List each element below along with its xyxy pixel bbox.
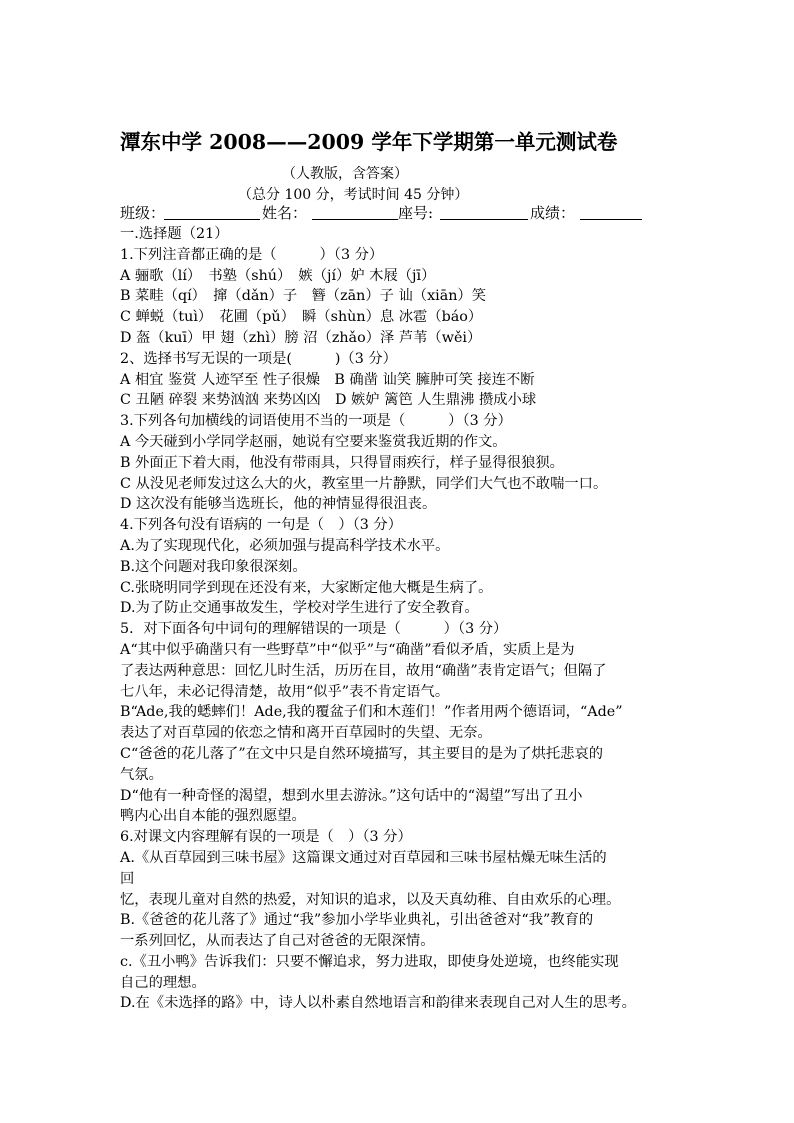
page-title: 潭东中学 2008——2009 学年下学期第一单元测试卷 [120, 130, 618, 154]
student-info-row [120, 202, 680, 224]
section-heading: 一.选择题（21） [120, 226, 229, 242]
class-blank[interactable] [164, 219, 260, 220]
q5-option-a-line3: 七八年，未必记得清楚，故用“似乎”表不肯定语气。 [120, 683, 450, 700]
q6-option-a-line3: 忆，表现儿童对自然的热爱，对知识的追求，以及天真幼稚、自由欢乐的心理。 [120, 891, 621, 908]
q1-option-c: C 蝉蜕（tuì） 花圃（pǔ） 瞬（shùn）息 冰雹（báo） [120, 309, 483, 326]
q2-options-cd: C 丑陋 碎裂 来势汹汹 来势凶凶 D 嫉妒 篱笆 人生鼎沸 攒成小球 [120, 392, 537, 409]
question-5: 5．对下面各句中词句的理解错误的一项是（ ）（3 分） [120, 621, 508, 638]
question-1: 1.下列注音都正确的是（ ）（3 分） [120, 246, 384, 263]
q4-option-b: B.这个问题对我印象很深刻。 [120, 558, 307, 575]
score-time-subtitle: （总分 100 分，考试时间 45 分钟） [238, 187, 469, 203]
name-label: 姓名： [262, 204, 308, 222]
q5-option-a-line1: A“其中似乎确凿只有一些野草”中“似乎”与“确凿”看似矛盾，实质上是为 [120, 641, 575, 658]
q4-option-a: A.为了实现现代化，必须加强与提高科学技术水平。 [120, 537, 450, 554]
question-body [120, 224, 680, 1014]
score-blank[interactable] [580, 219, 642, 220]
q6-option-c-line2: 自己的理想。 [120, 974, 206, 991]
q6-option-c-line1: c.《丑小鸭》告诉我们：只要不懈追求，努力进取，即使身处逆境，也终能实现 [120, 953, 619, 970]
q4-option-c: C.张晓明同学到现在还没有来，大家断定他大概是生病了。 [120, 579, 493, 596]
q6-option-d: D.在《未选择的路》中，诗人以朴素自然地语言和韵律来表现自己对人生的思考。 [120, 995, 636, 1012]
q3-option-d: D 这次没有能够当选班长，他的神情显得很沮丧。 [120, 496, 437, 513]
q6-option-b-line1: B.《爸爸的花儿落了》通过“我”参加小学毕业典礼，引出爸爸对“我”教育的 [120, 912, 594, 929]
question-4: 4.下列各句没有语病的 一句是（ ）（3 分） [120, 517, 403, 534]
class-label: 班级： [120, 204, 166, 222]
q6-option-b-line2: 一系列回忆，从而表达了自己对爸爸的无限深情。 [120, 933, 435, 950]
seat-blank[interactable] [440, 219, 528, 220]
q3-option-a: A 今天碰到小学同学赵丽，她说有空要来鉴赏我近期的作文。 [120, 433, 507, 450]
q6-option-a-line1: A.《从百草园到三味书屋》这篇课文通过对百草园和三味书屋枯燥无味生活的 [120, 849, 607, 866]
question-2: 2、选择书写无误的一项是( )（3 分） [120, 350, 397, 367]
q5-option-b-line2: 表达了对百草园的依恋之情和离开百草园时的失望、无奈。 [120, 725, 492, 742]
q2-options-ab: A 相宜 鉴赏 人迹罕至 性子很燥 B 确凿 讪笑 臃肿可笑 接连不断 [120, 371, 535, 388]
q5-option-d-line2: 鸭内心出自本能的强烈愿望。 [120, 808, 306, 825]
name-blank[interactable] [312, 219, 398, 220]
question-6: 6.对课文内容理解有误的一项是（ ）（3 分） [120, 829, 412, 846]
q5-option-d-line1: D“他有一种奇怪的渴望，想到水里去游泳。”这句话中的“渴望”写出了丑小 [120, 787, 583, 804]
score-label: 成绩： [530, 204, 576, 222]
q5-option-b-line1: B“Ade,我的蟋蟀们！Ade,我的覆盆子们和木莲们！”作者用两个德语词，“Ade” [120, 704, 623, 721]
q5-option-c-line2: 气氛。 [120, 766, 163, 783]
q3-option-b: B 外面正下着大雨，他没有带雨具，只得冒雨疾行，样子显得很狼狈。 [120, 454, 564, 471]
question-3: 3.下列各句加横线的词语使用不当的一项是（ ）（3 分） [120, 413, 512, 430]
q6-option-a-line2: 回 [120, 870, 135, 887]
q3-option-c: C 从没见老师发过这么大的火，教室里一片静默，同学们大气也不敢喘一口。 [120, 475, 608, 492]
q4-option-d: D.为了防止交通事故发生，学校对学生进行了安全教育。 [120, 600, 479, 617]
q1-option-b: B 菜畦（qí） 撺（dǎn）子 簪（zān）子 讪（xiān）笑 [120, 288, 487, 305]
q5-option-a-line2: 了表达两种意思：回忆儿时生活，历历在目，故用“确凿”表肯定语气；但隔了 [120, 662, 607, 679]
q1-option-d: D 盔（kuī）甲 翅（zhì）膀 沼（zhǎo）泽 芦苇（wěi） [120, 329, 482, 346]
q1-option-a: A 骊歌（lí） 书塾（shú） 嫉（jí）妒 木屐（jī） [120, 267, 436, 284]
edition-subtitle: （人教版，含答案） [282, 166, 408, 182]
q5-option-c-line1: C“爸爸的花儿落了”在文中只是自然环境描写，其主要目的是为了烘托悲哀的 [120, 745, 604, 762]
seat-label: 座号: [398, 204, 434, 222]
